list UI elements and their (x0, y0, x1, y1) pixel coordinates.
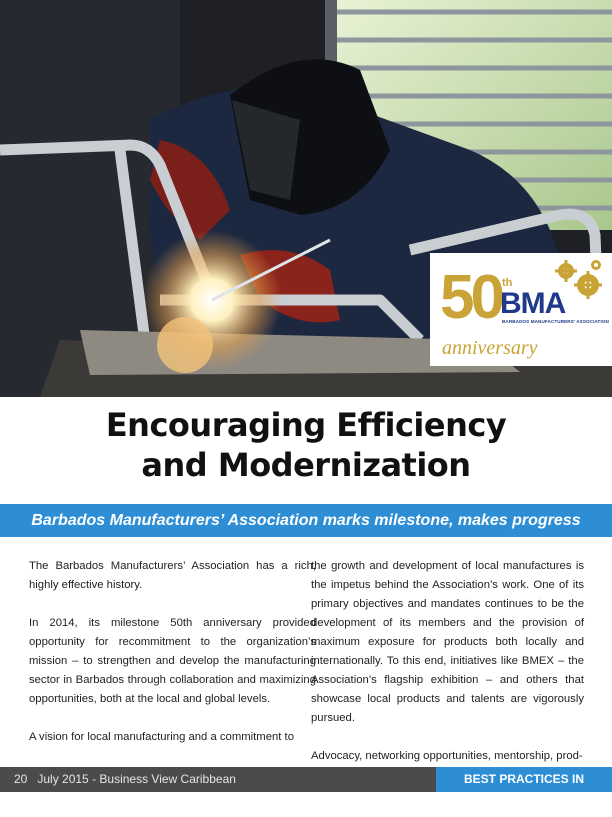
badge-number: 50 (440, 263, 501, 332)
title-line-1: Encouraging Efficiency (105, 406, 507, 444)
badge-anniversary: anniversary (442, 337, 538, 359)
title-line-2: and Modernization (141, 446, 471, 484)
page-footer (0, 767, 612, 811)
issue-label: July 2015 - Business View Caribbean (37, 772, 236, 786)
paragraph: The Barbados Manufacturers’ Association has a rich, highly effective history. (29, 560, 316, 591)
paragraph: A vision for local manufacturing and a commitment to (29, 731, 294, 743)
footer-issue-info (14, 767, 236, 792)
paragraph: the growth and development of local manufactures is the impetus behind the Association’s work. One of its primary objectives and mandates continues to be the development of its members and the provision of maximum exposure for products both locally and internationally. To this end, initiatives like BMEX – the Association’s flagship exhibition – and others that showcase local products and talents are vigorously pursued. (311, 560, 584, 724)
page-number: 20 (14, 772, 28, 786)
section-label: BEST PRACTICES IN BUSINESS (436, 767, 612, 792)
article-title (0, 405, 612, 485)
badge-org-full: BARBADOS MANUFACTURERS' ASSOCIATION (502, 319, 609, 324)
paragraph: Advocacy, networking opportunities, mentorship, prod- (311, 750, 583, 762)
article-column-right (311, 557, 584, 785)
subtitle-bar (0, 504, 612, 537)
gears-icon (548, 257, 608, 302)
article-column-left (29, 557, 316, 766)
hero-photo-welder (0, 0, 612, 397)
badge-ordinal: th (502, 277, 513, 289)
paragraph: In 2014, its milestone 50th anniversary provided opportunity for recommitment to the organization’s mission – to strengthen and develop the manufacturing sector in Barbados through collaboration and maximizing opportunities, both at the local and global levels. (29, 617, 316, 705)
badge-org-short: BMA (500, 287, 566, 320)
bma-50th-anniversary-logo (430, 253, 612, 366)
article-subtitle: Barbados Manufacturers’ Association marks milestone, makes progress (31, 512, 581, 529)
